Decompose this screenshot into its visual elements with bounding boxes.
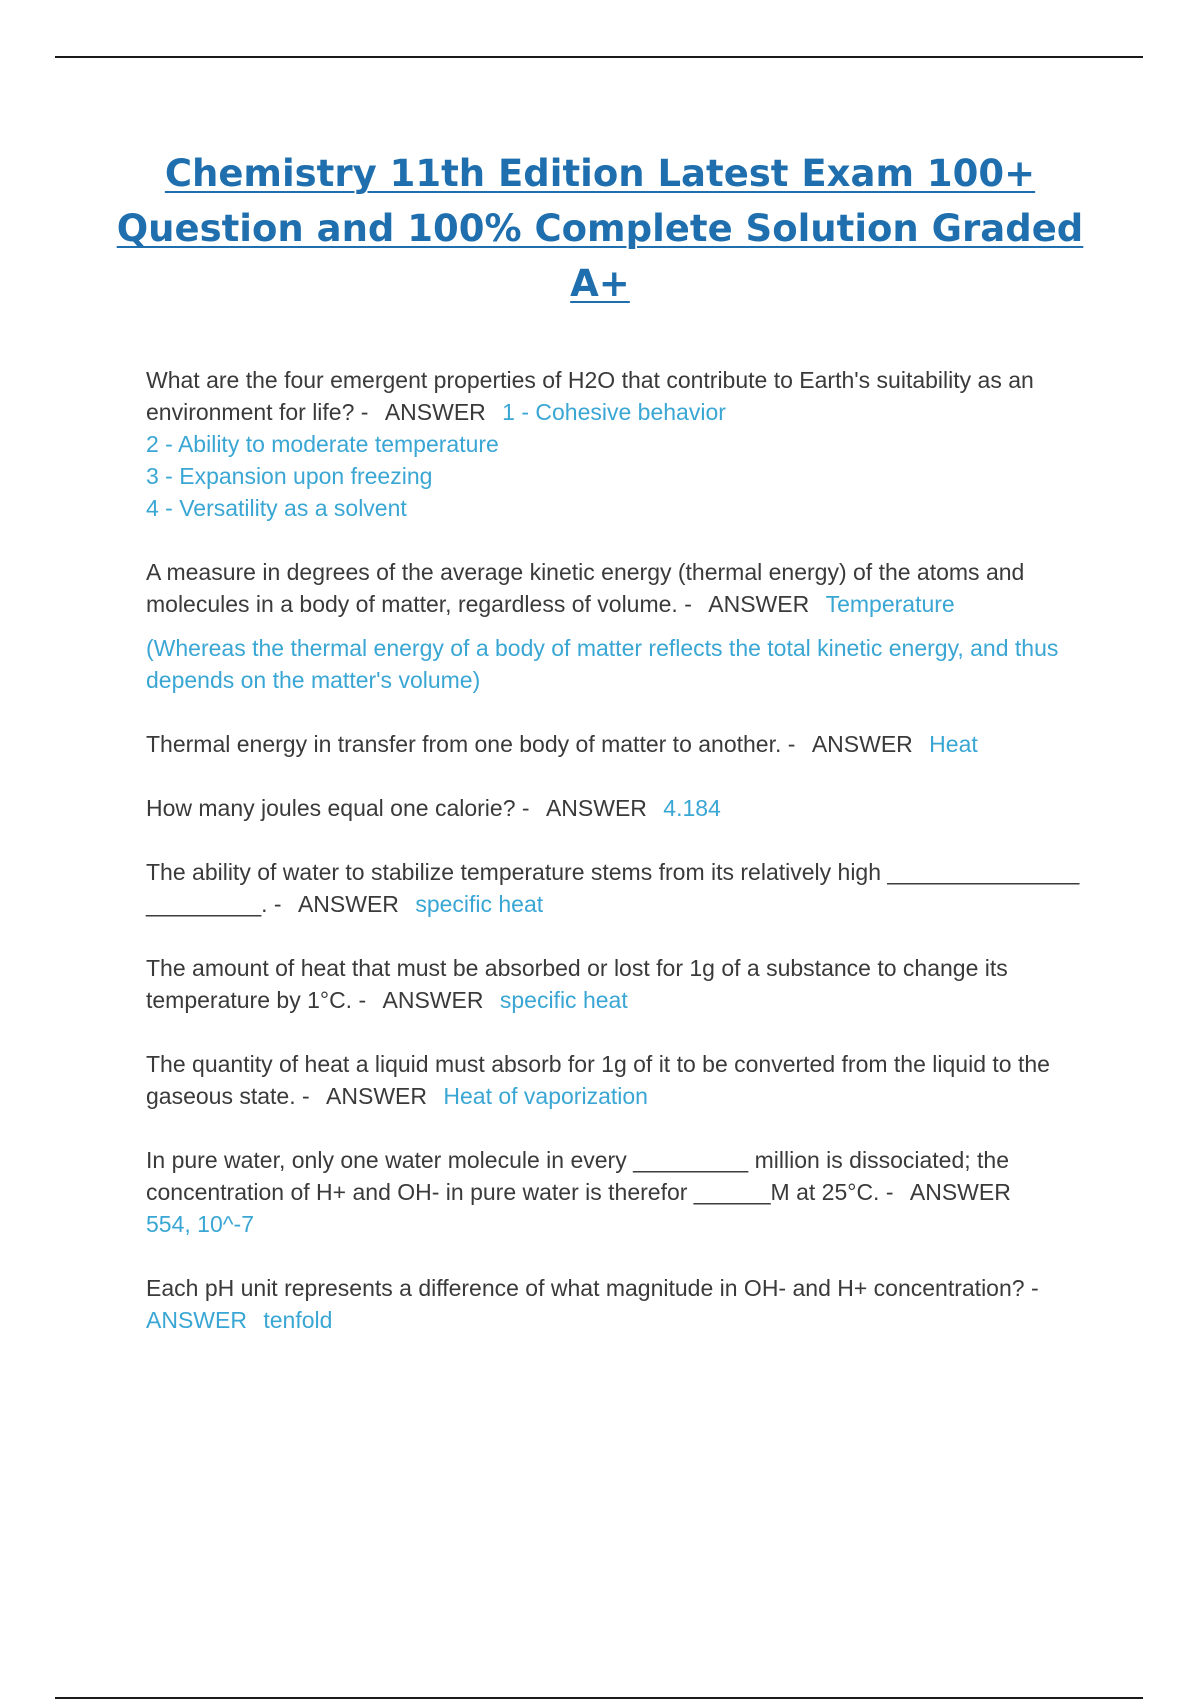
question-text: Thermal energy in transfer from one body of matter to another. -: [146, 731, 796, 757]
qa-item: [146, 792, 1091, 824]
question-text: How many joules equal one calorie? -: [146, 795, 530, 821]
answer-line: 3 - Expansion upon freezing: [146, 463, 433, 489]
answer-text: 554, 10^-7: [146, 1211, 254, 1237]
answer-text: specific heat: [499, 987, 628, 1013]
question-text: Each pH unit represents a difference of what magnitude in OH- and H+ concentration? -: [146, 1275, 1039, 1301]
question-text: The amount of heat that must be absorbed or lost for 1g of a substance to change its temperature by 1°C. -: [146, 955, 1008, 1013]
answer-label: ANSWER: [326, 1083, 427, 1109]
answer-line: 4 - Versatility as a solvent: [146, 495, 407, 521]
qa-item: [146, 556, 1091, 620]
answer-text: Heat: [929, 731, 978, 757]
qa-item: [146, 952, 1091, 1016]
answer-label: ANSWER: [545, 795, 647, 821]
question-text: What are the four emergent properties of H2O that contribute to Earth's suitability as an environment for life? -: [146, 367, 1034, 425]
answer-label: ANSWER: [708, 591, 810, 617]
title-line-3: A+: [570, 262, 630, 305]
qa-item: [146, 1144, 1091, 1240]
answer-label: ANSWER: [909, 1179, 1011, 1205]
question-text: A measure in degrees of the average kinetic energy (thermal energy) of the atoms and molecules in a body of matter, regardless of volume. -: [146, 559, 1025, 617]
document-title: [100, 146, 1100, 311]
qa-list: [146, 364, 1091, 1368]
qa-item: [146, 1272, 1091, 1336]
answer-line: 1 - Cohesive behavior: [502, 399, 726, 425]
answer-line: 2 - Ability to moderate temperature: [146, 431, 499, 457]
answer-text: Heat of vaporization: [443, 1083, 648, 1109]
answer-label: ANSWER: [146, 1307, 247, 1333]
question-text: The ability of water to stabilize temperature stems from its relatively high _______________ _________. -: [146, 859, 1080, 917]
title-line-1: Chemistry 11th Edition Latest Exam 100+: [164, 152, 1036, 195]
answer-label: ANSWER: [811, 731, 913, 757]
qa-item: [146, 856, 1091, 920]
answer-text: 4.184: [663, 795, 721, 821]
qa-item: [146, 1048, 1091, 1112]
qa-item: [146, 728, 1091, 760]
question-text: In pure water, only one water molecule in every _________ million is dissociated; the concentration of H+ and OH- in pure water is therefor ______M at 25°C. -: [146, 1147, 1009, 1205]
bottom-rule: [55, 1697, 1143, 1699]
answer-text: tenfold: [263, 1307, 333, 1333]
answer-note: (Whereas the thermal energy of a body of matter reflects the total kinetic energy, and thus depends on the matter's volume): [146, 635, 1059, 693]
answer-text: Temperature: [825, 591, 955, 617]
answer-label: ANSWER: [297, 891, 399, 917]
answer-label: ANSWER: [382, 987, 484, 1013]
qa-item: [146, 364, 1091, 524]
answer-text: specific heat: [415, 891, 544, 917]
top-rule: [55, 56, 1143, 58]
question-text: The quantity of heat a liquid must absorb for 1g of it to be converted from the liquid to the gaseous state. -: [146, 1051, 1050, 1109]
title-line-2: Question and 100% Complete Solution Graded: [116, 207, 1084, 250]
answer-label: ANSWER: [384, 399, 486, 425]
